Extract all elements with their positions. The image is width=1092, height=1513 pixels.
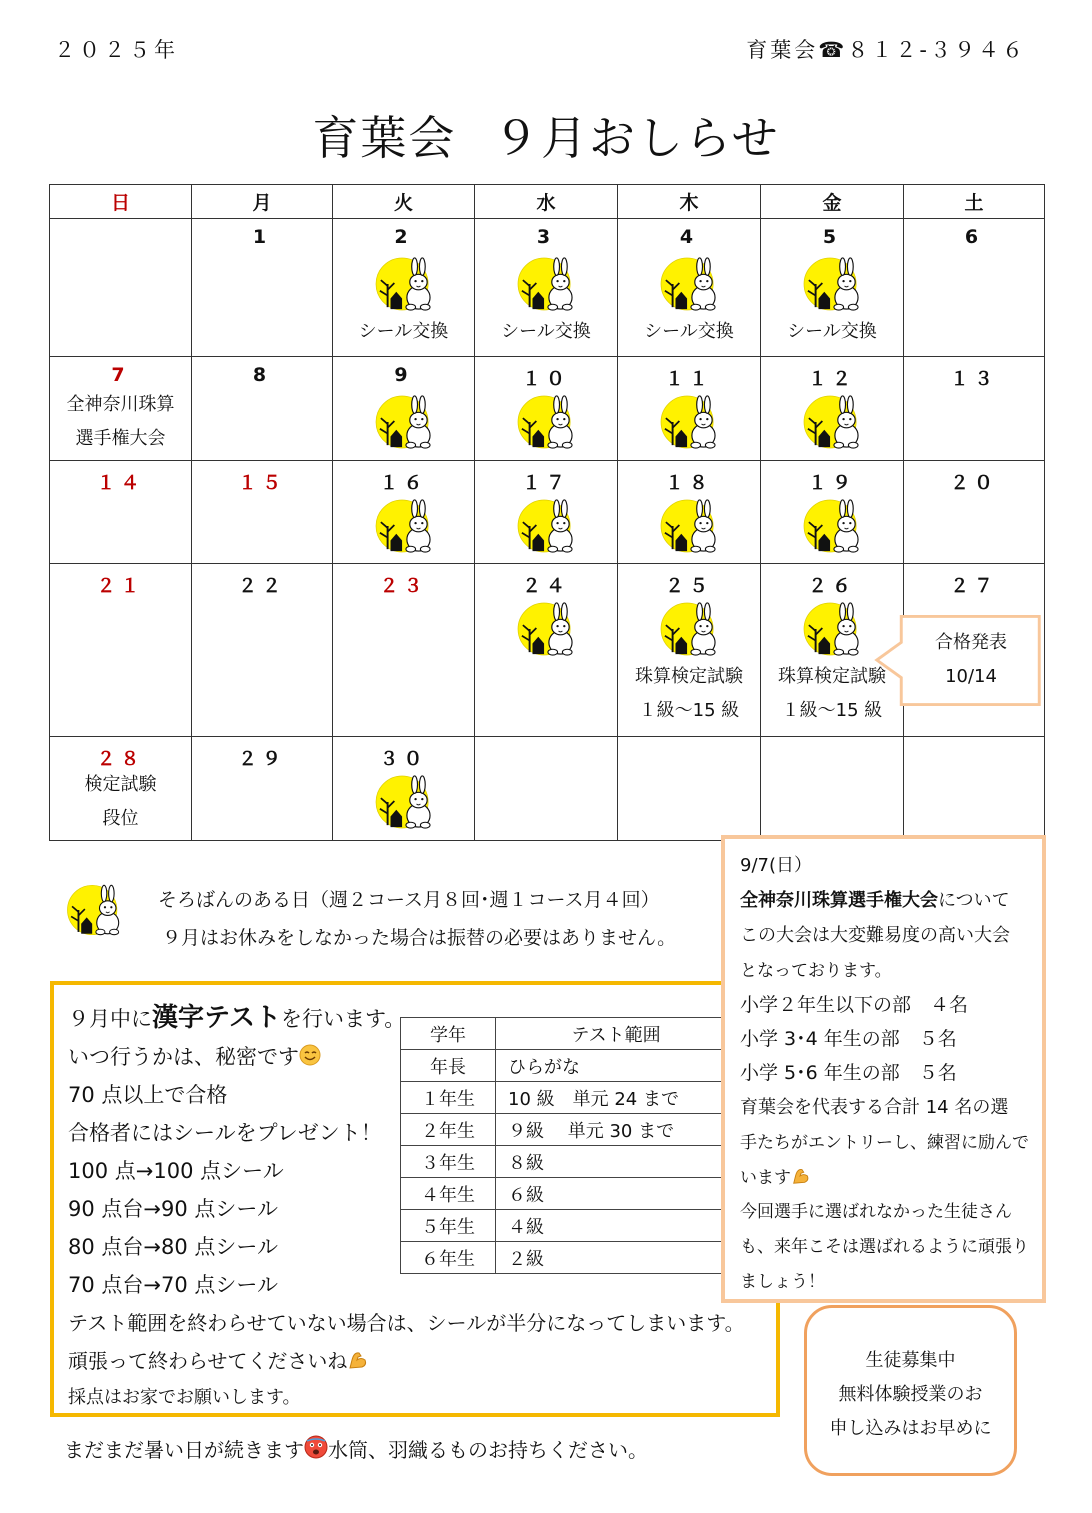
day-number: ２７ bbox=[949, 575, 998, 597]
calendar-day-fri bbox=[761, 219, 904, 357]
calendar-day-thu bbox=[618, 357, 761, 461]
calendar-week bbox=[50, 219, 1045, 357]
recruit-box bbox=[804, 1305, 1017, 1476]
day-number: 2 bbox=[394, 226, 413, 248]
rabbit-moon-icon bbox=[62, 884, 126, 936]
tournament-box bbox=[721, 835, 1046, 1303]
day-number: １２ bbox=[807, 368, 856, 390]
kanji-title-pre: ９月中に bbox=[68, 1007, 152, 1031]
tournament-line: 育葉会を代表する合計 14 名の選 bbox=[740, 1097, 1009, 1118]
calendar-event: 珠算検定試験 bbox=[635, 666, 743, 687]
range-cell: ひらがな bbox=[496, 1050, 737, 1082]
day-number: １９ bbox=[807, 472, 856, 494]
kanji-line: 100 点→100 点シール bbox=[68, 1159, 284, 1183]
grade-cell: ２年生 bbox=[401, 1114, 496, 1146]
rabbit-moon-icon bbox=[370, 775, 438, 829]
calendar-day-mon bbox=[192, 737, 333, 841]
footer-post: 水筒、羽織るものお持ちください。 bbox=[328, 1438, 648, 1462]
rabbit-moon-icon bbox=[370, 499, 438, 553]
rabbit-moon-icon bbox=[370, 257, 438, 311]
tournament-line: この大会は大変難易度の高い大会 bbox=[740, 925, 1010, 946]
calendar-day-sun bbox=[50, 564, 192, 737]
calendar-day-tue bbox=[333, 737, 475, 841]
range-cell: ６級 bbox=[496, 1178, 737, 1210]
calendar-week bbox=[50, 461, 1045, 564]
calendar-day-sat bbox=[904, 219, 1045, 357]
calendar-day-sun bbox=[50, 461, 192, 564]
range-cell: ９級 単元 30 まで bbox=[496, 1114, 737, 1146]
calendar-day-wed bbox=[475, 219, 618, 357]
calendar-event: シール交換 bbox=[787, 321, 877, 342]
rabbit-moon-icon bbox=[798, 602, 866, 656]
calendar-day-tue bbox=[333, 461, 475, 564]
makeup-note: ９月はお休みをしなかった場合は振替の必要はありません。 bbox=[162, 927, 677, 949]
calendar-day-wed bbox=[475, 461, 618, 564]
table-row bbox=[401, 1114, 737, 1146]
calendar-day-sun bbox=[50, 219, 192, 357]
recruit-line: 申し込みはお早めに bbox=[829, 1418, 992, 1439]
kanji-line: テスト範囲を終わらせていない場合は、シールが半分になってしまいます。 bbox=[68, 1311, 745, 1335]
day-number bbox=[475, 744, 617, 768]
header-range: テスト範囲 bbox=[496, 1018, 737, 1050]
tournament-line: も、来年こそは選ばれるように頑張り bbox=[740, 1237, 1029, 1257]
schedule-note: そろばんのある日（週２コース月８回･週１コース月４回） bbox=[158, 889, 660, 911]
title-month: ９月おしらせ bbox=[493, 111, 780, 165]
tournament-line: となっております。 bbox=[740, 961, 892, 981]
result-announcement bbox=[901, 626, 1041, 694]
range-cell: ２級 bbox=[496, 1242, 737, 1274]
calendar-event: 選手権大会 bbox=[75, 428, 166, 449]
day-number bbox=[761, 744, 903, 768]
day-number: ２６ bbox=[807, 575, 856, 597]
page-title bbox=[0, 102, 1092, 168]
hot-face-icon bbox=[304, 1435, 328, 1459]
day-number: １５ bbox=[237, 472, 286, 494]
table-row bbox=[401, 1146, 737, 1178]
calendar-day-tue bbox=[333, 357, 475, 461]
calendar-day-mon bbox=[192, 219, 333, 357]
tournament-line: ましょう！ bbox=[740, 1272, 825, 1292]
calendar-day-sat bbox=[904, 461, 1045, 564]
flexed-biceps-icon bbox=[791, 1165, 811, 1185]
day-number: ２５ bbox=[664, 575, 713, 597]
kanji-test-title bbox=[68, 997, 405, 1034]
weekday-thu: 木 bbox=[618, 185, 761, 219]
range-cell: ４級 bbox=[496, 1210, 737, 1242]
weekday-sat: 土 bbox=[904, 185, 1045, 219]
tournament-name-bold: 全神奈川珠算選手権大会 bbox=[740, 890, 938, 911]
calendar-day-thu bbox=[618, 219, 761, 357]
day-number: １７ bbox=[521, 472, 570, 494]
calendar-day-sun bbox=[50, 357, 192, 461]
calendar-day-mon bbox=[192, 357, 333, 461]
weekday-mon: 月 bbox=[192, 185, 333, 219]
weekday-sun: 日 bbox=[50, 185, 192, 219]
day-number: １１ bbox=[664, 368, 713, 390]
day-number bbox=[50, 226, 191, 250]
tournament-line: 今回選手に選ばれなかった生徒さん bbox=[740, 1202, 1012, 1222]
grade-cell: ４年生 bbox=[401, 1178, 496, 1210]
day-number: 3 bbox=[536, 226, 556, 248]
calendar-day-fri bbox=[761, 461, 904, 564]
day-number: ３０ bbox=[379, 748, 428, 770]
kanji-line: 70 点以上で合格 bbox=[68, 1083, 228, 1107]
recruit-line: 無料体験授業のお bbox=[838, 1384, 983, 1405]
kanji-line: 70 点台→70 点シール bbox=[68, 1273, 278, 1297]
table-row bbox=[401, 1242, 737, 1274]
calendar-day-wed bbox=[475, 564, 618, 737]
calendar-event: 全神奈川珠算 bbox=[66, 394, 175, 415]
callout-label: 合格発表 bbox=[935, 632, 1007, 653]
day-number: 6 bbox=[964, 226, 984, 248]
day-number: 9 bbox=[394, 364, 413, 386]
kanji-line: 80 点台→80 点シール bbox=[68, 1235, 278, 1259]
rabbit-moon-icon bbox=[798, 395, 866, 449]
calendar-event: シール交換 bbox=[501, 321, 591, 342]
day-number: １６ bbox=[379, 472, 428, 494]
footer-note bbox=[64, 1434, 648, 1463]
kanji-line: いつ行うかは、秘密です bbox=[68, 1041, 321, 1071]
calendar-day-thu bbox=[618, 461, 761, 564]
calendar-day-mon bbox=[192, 564, 333, 737]
rabbit-moon-icon bbox=[655, 395, 723, 449]
table-row bbox=[401, 1178, 737, 1210]
tournament-date: 9/7(日） bbox=[740, 855, 812, 876]
calendar-day-sun bbox=[50, 737, 192, 841]
calendar-event: シール交換 bbox=[358, 321, 449, 342]
weekday-header bbox=[50, 185, 1045, 219]
day-number: ２４ bbox=[521, 575, 570, 597]
calendar-day-thu bbox=[618, 737, 761, 841]
grade-cell: 年長 bbox=[401, 1050, 496, 1082]
tournament-name bbox=[740, 886, 1010, 912]
table-row bbox=[401, 1082, 737, 1114]
calendar-event: 検定試験 bbox=[84, 774, 157, 795]
day-number bbox=[618, 744, 760, 768]
range-cell: ８級 bbox=[496, 1146, 737, 1178]
rabbit-moon-icon bbox=[512, 257, 580, 311]
calendar-day-wed bbox=[475, 357, 618, 461]
calendar-event: １級～15 級 bbox=[781, 700, 883, 721]
recruit-title: 生徒募集中 bbox=[865, 1350, 956, 1371]
grade-cell: ３年生 bbox=[401, 1146, 496, 1178]
weekday-tue: 火 bbox=[333, 185, 475, 219]
calendar-day-sat bbox=[904, 737, 1045, 841]
rabbit-moon-icon bbox=[512, 395, 580, 449]
weekday-fri: 金 bbox=[761, 185, 904, 219]
kanji-title-post: を行います。 bbox=[280, 1007, 406, 1031]
grade-cell: ５年生 bbox=[401, 1210, 496, 1242]
weekday-wed: 水 bbox=[475, 185, 618, 219]
day-number: ２９ bbox=[237, 748, 286, 770]
table-header bbox=[401, 1018, 737, 1050]
calendar-day-tue bbox=[333, 219, 475, 357]
header-grade: 学年 bbox=[401, 1018, 496, 1050]
day-number: 8 bbox=[252, 364, 272, 386]
day-number: 4 bbox=[679, 226, 699, 248]
calendar-event: １級～15 級 bbox=[638, 700, 740, 721]
kanji-title-bold: 漢字テスト bbox=[152, 1003, 281, 1033]
calendar-event: 段位 bbox=[102, 808, 139, 829]
callout-date: 10/14 bbox=[945, 666, 997, 687]
rabbit-moon-icon bbox=[655, 499, 723, 553]
grade-cell: １年生 bbox=[401, 1082, 496, 1114]
tournament-name-suffix: について bbox=[938, 890, 1010, 911]
rabbit-moon-icon bbox=[655, 602, 723, 656]
calendar-event: 珠算検定試験 bbox=[778, 666, 886, 687]
phone-number: 育葉会☎８１２-３９４６ bbox=[746, 38, 1026, 62]
day-number: １８ bbox=[664, 472, 713, 494]
rabbit-moon-icon bbox=[798, 257, 866, 311]
tournament-line: 小学２年生以下の部 ４名 bbox=[740, 994, 969, 1016]
day-number: １０ bbox=[521, 368, 570, 390]
year-label: ２０２５年 bbox=[54, 38, 179, 62]
day-number: 7 bbox=[111, 364, 130, 386]
calendar-day-mon bbox=[192, 461, 333, 564]
rabbit-moon-icon bbox=[370, 395, 438, 449]
calendar-week bbox=[50, 737, 1045, 841]
calendar bbox=[49, 184, 1045, 841]
calendar-week bbox=[50, 357, 1045, 461]
day-number: １３ bbox=[949, 368, 998, 390]
smile-emoji-icon bbox=[299, 1044, 321, 1066]
grade-cell: ６年生 bbox=[401, 1242, 496, 1274]
tournament-line: います bbox=[740, 1163, 811, 1188]
test-range-table bbox=[400, 1017, 737, 1274]
kanji-line: 頑張って終わらせてくださいね bbox=[68, 1345, 369, 1374]
day-number: １４ bbox=[96, 472, 145, 494]
calendar-event: シール交換 bbox=[644, 321, 734, 342]
tournament-line: 小学 3･4 年生の部 ５名 bbox=[740, 1028, 957, 1050]
tournament-line: 手たちがエントリーし、練習に励んで bbox=[740, 1133, 1029, 1153]
rabbit-moon-icon bbox=[512, 499, 580, 553]
rabbit-moon-icon bbox=[798, 499, 866, 553]
title-org: 育葉会 bbox=[312, 111, 457, 165]
flexed-biceps-icon bbox=[347, 1348, 369, 1370]
day-number: ２０ bbox=[949, 472, 998, 494]
calendar-day-fri bbox=[761, 357, 904, 461]
rabbit-moon-icon bbox=[655, 257, 723, 311]
range-cell: 10 級 単元 24 まで bbox=[496, 1082, 737, 1114]
kanji-line: 合格者にはシールをプレゼント！ bbox=[68, 1121, 382, 1145]
table-row bbox=[401, 1050, 737, 1082]
rabbit-moon-icon bbox=[512, 602, 580, 656]
kanji-test-box bbox=[50, 981, 780, 1417]
calendar-day-wed bbox=[475, 737, 618, 841]
calendar-day-fri bbox=[761, 737, 904, 841]
day-number: 1 bbox=[252, 226, 272, 248]
day-number: ２１ bbox=[96, 575, 145, 597]
kanji-line: 90 点台→90 点シール bbox=[68, 1197, 278, 1221]
calendar-day-sat bbox=[904, 357, 1045, 461]
table-row bbox=[401, 1210, 737, 1242]
calendar-day-tue bbox=[333, 564, 475, 737]
tournament-line: 小学 5･6 年生の部 ５名 bbox=[740, 1062, 957, 1084]
day-number: ２２ bbox=[237, 575, 286, 597]
day-number: 5 bbox=[822, 226, 842, 248]
day-number: ２８ bbox=[96, 748, 145, 770]
kanji-line: 採点はお家でお願いします。 bbox=[68, 1387, 301, 1408]
day-number: ２３ bbox=[379, 575, 428, 597]
day-number bbox=[904, 744, 1044, 768]
footer-pre: まだまだ暑い日が続きます bbox=[64, 1438, 304, 1462]
calendar-day-thu bbox=[618, 564, 761, 737]
